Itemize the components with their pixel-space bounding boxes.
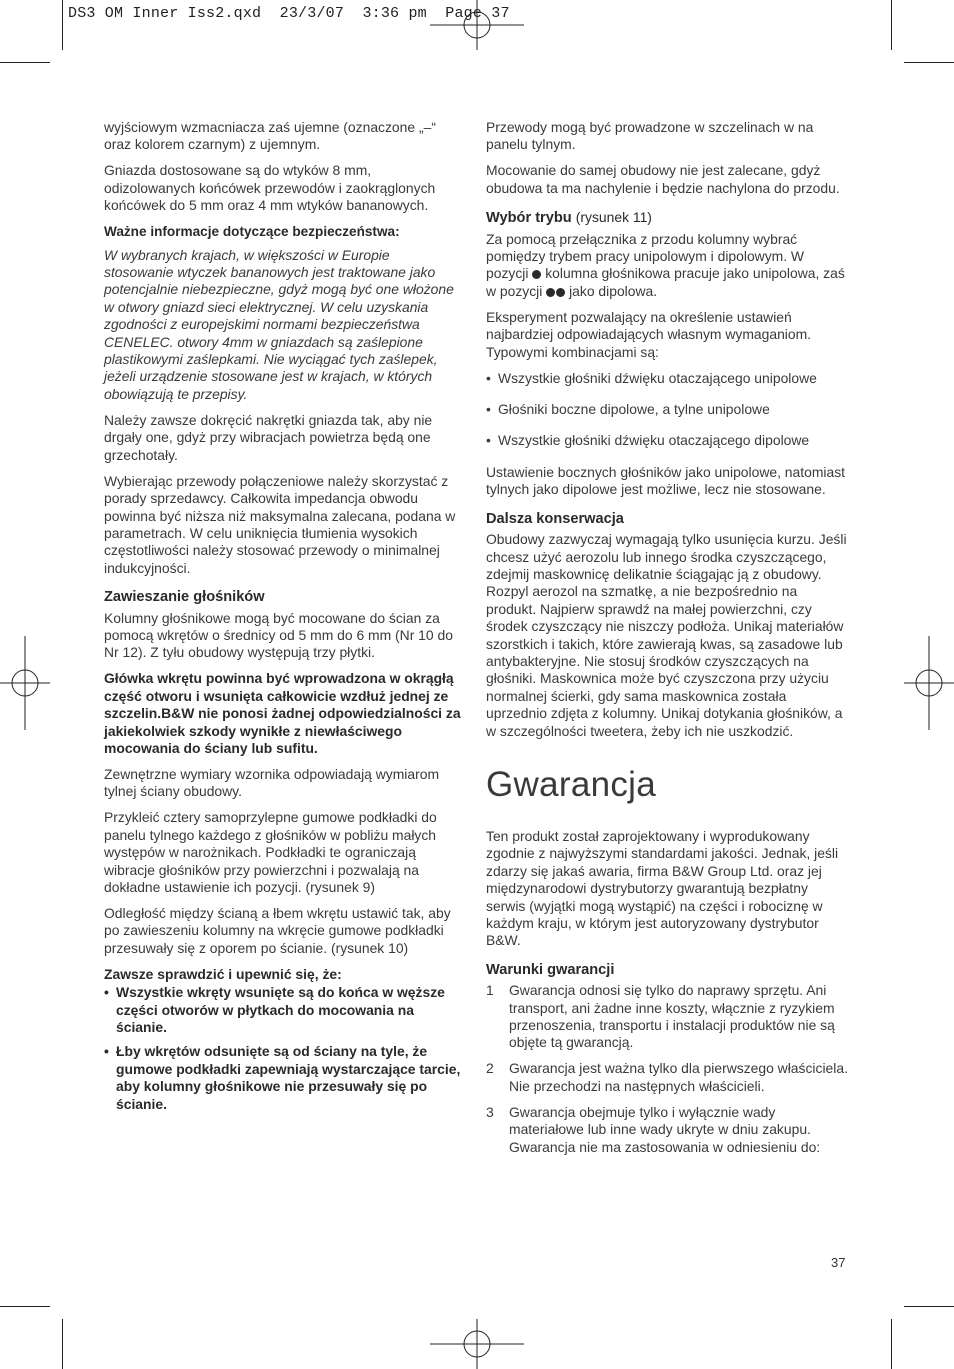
text-run: kolumna głośnikowa pracuje jako unipolowa, zaś w pozycji [486,265,845,299]
crop-mark [904,62,954,63]
combinations-list [486,370,850,450]
item-text: Gwarancja jest ważna tylko dla pierwszego właściciela. Nie przechodzi na następnych właścicieli. [509,1060,848,1094]
text-run: Za pomocą przełącznika z przodu kolumny wybrać pomiędzy trybem pracy unipolowym i dipolowym. W pozycji [486,230,805,282]
paragraph: Przykleić cztery samoprzylepne gumowe podkładki do panelu tylnego każdego z głośników w pobliżu małych występów w narożnikach. Podkładki te ograniczają wibracje głośników przy powierzchni i pozwalają na dokładne ustawienie ich pozycji. (rysunek 9) [104,809,437,895]
paragraph: Należy zawsze dokręcić nakrętki gniazda tak, aby nie drgały one, gdyż przy wibracjach powietrza będą one grzechotały. [104,411,433,463]
terms-list [486,982,850,1156]
checklist [104,984,462,1113]
paragraph: Zewnętrzne wymiary wzornika odpowiadają wymiarom tylnej ściany obudowy. [104,765,440,800]
item-number: 1 [486,982,494,999]
item-text: Gwarancja obejmuje tylko i wyłącznie wady materiałowe lub inne wady ukryte w dniu zakupu. Gwarancja nie ma zastosowania w odniesieniu do: [509,1103,821,1155]
paragraph: wyjściowym wzmacniacza zaś ujemne (oznaczone „–“ oraz kolorem czarnym) z ujemnym. [104,119,436,153]
item-number: 2 [486,1060,494,1077]
item-text: Gwarancja odnosi się tylko do naprawy sprzętu. Ani transport, ani żadne inne koszty, włącznie z ryzykiem przenoszenia, transportu i instalacji produktów nie są objęte tą gwarancją. [509,982,835,1051]
crop-mark [0,62,50,63]
paragraph: Kolumny głośnikowe mogą być mocowane do ścian za pomocą wkrętów o średnicy od 5 mm do 6 mm (Nr 10 do Nr 12). Z tyłu obudowy występują trzy płytki. [104,609,453,661]
paragraph: Obudowy zazwyczaj wymagają tylko usunięcia kurzu. Jeśli chcesz użyć aerozolu lub innego środka czyszczącego, zdejmij maskownicę delikatnie ściągając ją z obudowy. Rozpyl aerozol na szmatkę, a nie bezpośrednio na produkt. Najpierw sprawdź na małej powierzchni, czy środek czyszczący nie niszczy podłoża. Unikaj materiałów szorstkich i takich, które zawierają kwas, są zasadowe lub antybakteryjne. Nie stosuj środków czyszczących na głośniki. Maskownica może być czyszczona przy użyciu normalnej ścierki, gdy sama maskownica została uprzednio zdjęta z kolumny. Unikaj dotykania głośników, a w szczególności tweetera, żeby ich nie uszkodzić. [486,531,847,739]
warning-paragraph: Główka wkrętu powinna być wprowadzona w okrągłą część otworu i wsunięta całkowicie wzdłuż jednej ze szczelin.B&W nie ponosi żadnej odpowiedzialności za jakiekolwiek szkody wynikłe z niewłaściwego mocowania do ściany lub sufitu. [104,670,461,756]
print-slug: DS3 OM Inner Iss2.qxd 23/3/07 3:36 pm Page 37 [68,5,510,22]
list-item: • Wszystkie głośniki dźwięku otaczającego dipolowe [486,432,850,449]
left-column [104,119,462,1122]
safety-heading: Ważne informacje dotyczące bezpieczeństwa: [104,224,400,240]
heading-text: Wybór trybu [486,210,572,227]
text-run: jako dipolowa. [569,282,658,299]
section-heading-mounting: Zawieszanie głośników [104,589,265,606]
registration-mark-icon [430,0,524,50]
paragraph: Odległość między ścianą a łbem wkrętu ustawić tak, aby po zawieszeniu kolumny na wkręcie gumowe podkładki przesuwały się z oporem po ścianie. (rysunek 10) [104,905,451,956]
crop-mark [62,0,63,50]
paragraph: Eksperyment pozwalający na określenie ustawień najbardziej odpowiadających własnym wymaganiom. Typowymi kombinacjami są: [486,308,812,360]
checklist-heading: Zawsze sprawdzić i upewnić się, że: [104,965,342,982]
list-item: • Głośniki boczne dipolowe, a tylne unipolowe [486,401,850,418]
list-item: • Łby wkrętów odsunięte są od ściany na tyle, że gumowe podkładki zapewniają wystarczające tarcie, aby kolumny głośnikowe nie przesuwały się po ścianie. [104,1043,462,1113]
registration-mark-icon [0,636,50,730]
paragraph: Przewody mogą być prowadzone w szczelinach w na panelu tylnym. [486,119,814,153]
list-item [486,982,850,1052]
registration-mark-icon [430,1319,524,1369]
safety-note: W wybranych krajach, w większości w Europie stosowanie wtyczek bananowych jest traktowane jako potencjalnie niebezpieczne, gdyż mogą być one włożone w otwory gniazd sieci elektrycznej. W celu uzyskania zgodności z europejskimi normami bezpieczeństwa CENELEC. otwory 4mm w gniazdach są zaślepione plastikowymi zaślepkami. Nie wyciągać tych zaślepek, jeżeli urządzenie stosowane jest w krajach, w których obowiązują te przepisy. [104,246,454,402]
section-heading-care: Dalsza konserwacja [486,510,624,527]
paragraph: Ustawienie bocznych głośników jako unipolowe, natomiast tylnych jako dipolowe jest możliwe, lecz nie stosowane. [486,463,846,498]
section-heading-terms: Warunki gwarancji [486,961,615,978]
crop-mark [891,1319,892,1369]
paragraph [486,231,850,301]
list-item: • Wszystkie wkręty wsunięte są do końca w węższe części otworów w płytkach do mocowania na ścianie. [104,984,462,1036]
right-column [486,119,850,1165]
list-item [486,1104,850,1156]
paragraph: Mocowanie do samej obudowy nie jest zalecane, gdyż obudowa ta ma nachylenie i będzie nachylona do przodu. [486,162,840,196]
paragraph: Ten produkt został zaprojektowany i wyprodukowany zgodnie z najwyższymi standardami jakości. Jednak, jeśli zdarzy się jakaś awaria, firma B&W Group Ltd. oraz jej międzynarodowi dystrybutorzy gwarantują bezpłatny serwis (wyjątki mogą wystąpić) na części i robociznę w każdym kraju, w którym jest autoryzowany dystrybutor B&W. [486,827,839,949]
warranty-title: Gwarancja [486,764,656,804]
item-number: 3 [486,1103,494,1120]
crop-mark [62,1319,63,1369]
list-item: • Wszystkie głośniki dźwięku otaczającego unipolowe [486,370,850,387]
crop-mark [891,0,892,50]
paragraph: Gniazda dostosowane są do wtyków 8 mm, odizolowanych końcówek przewodów i zaokrąglonych końcówek do 5 mm oraz 4 mm wtyków bananowych. [104,162,436,214]
crop-mark [904,1306,954,1307]
page-number: 37 [831,1255,846,1270]
crop-mark [0,1306,50,1307]
paragraph: Wybierając przewody połączeniowe należy skorzystać z porady sprzedawcy. Całkowita impedancja obwodu powinna być niższa niż maksymalna zalecana, podana w parametrach. W celu uniknięcia tłumienia wysokich częstotliwości należy stosować przewody o minimalnej indukcyjności. [104,472,456,576]
single-dot-icon [532,270,541,279]
list-item [486,1060,850,1095]
registration-mark-icon [904,636,954,730]
double-dot-icon [546,288,555,297]
figure-reference: (rysunek 11) [575,209,652,226]
double-dot-icon [556,288,565,297]
section-heading-mode [486,209,850,227]
